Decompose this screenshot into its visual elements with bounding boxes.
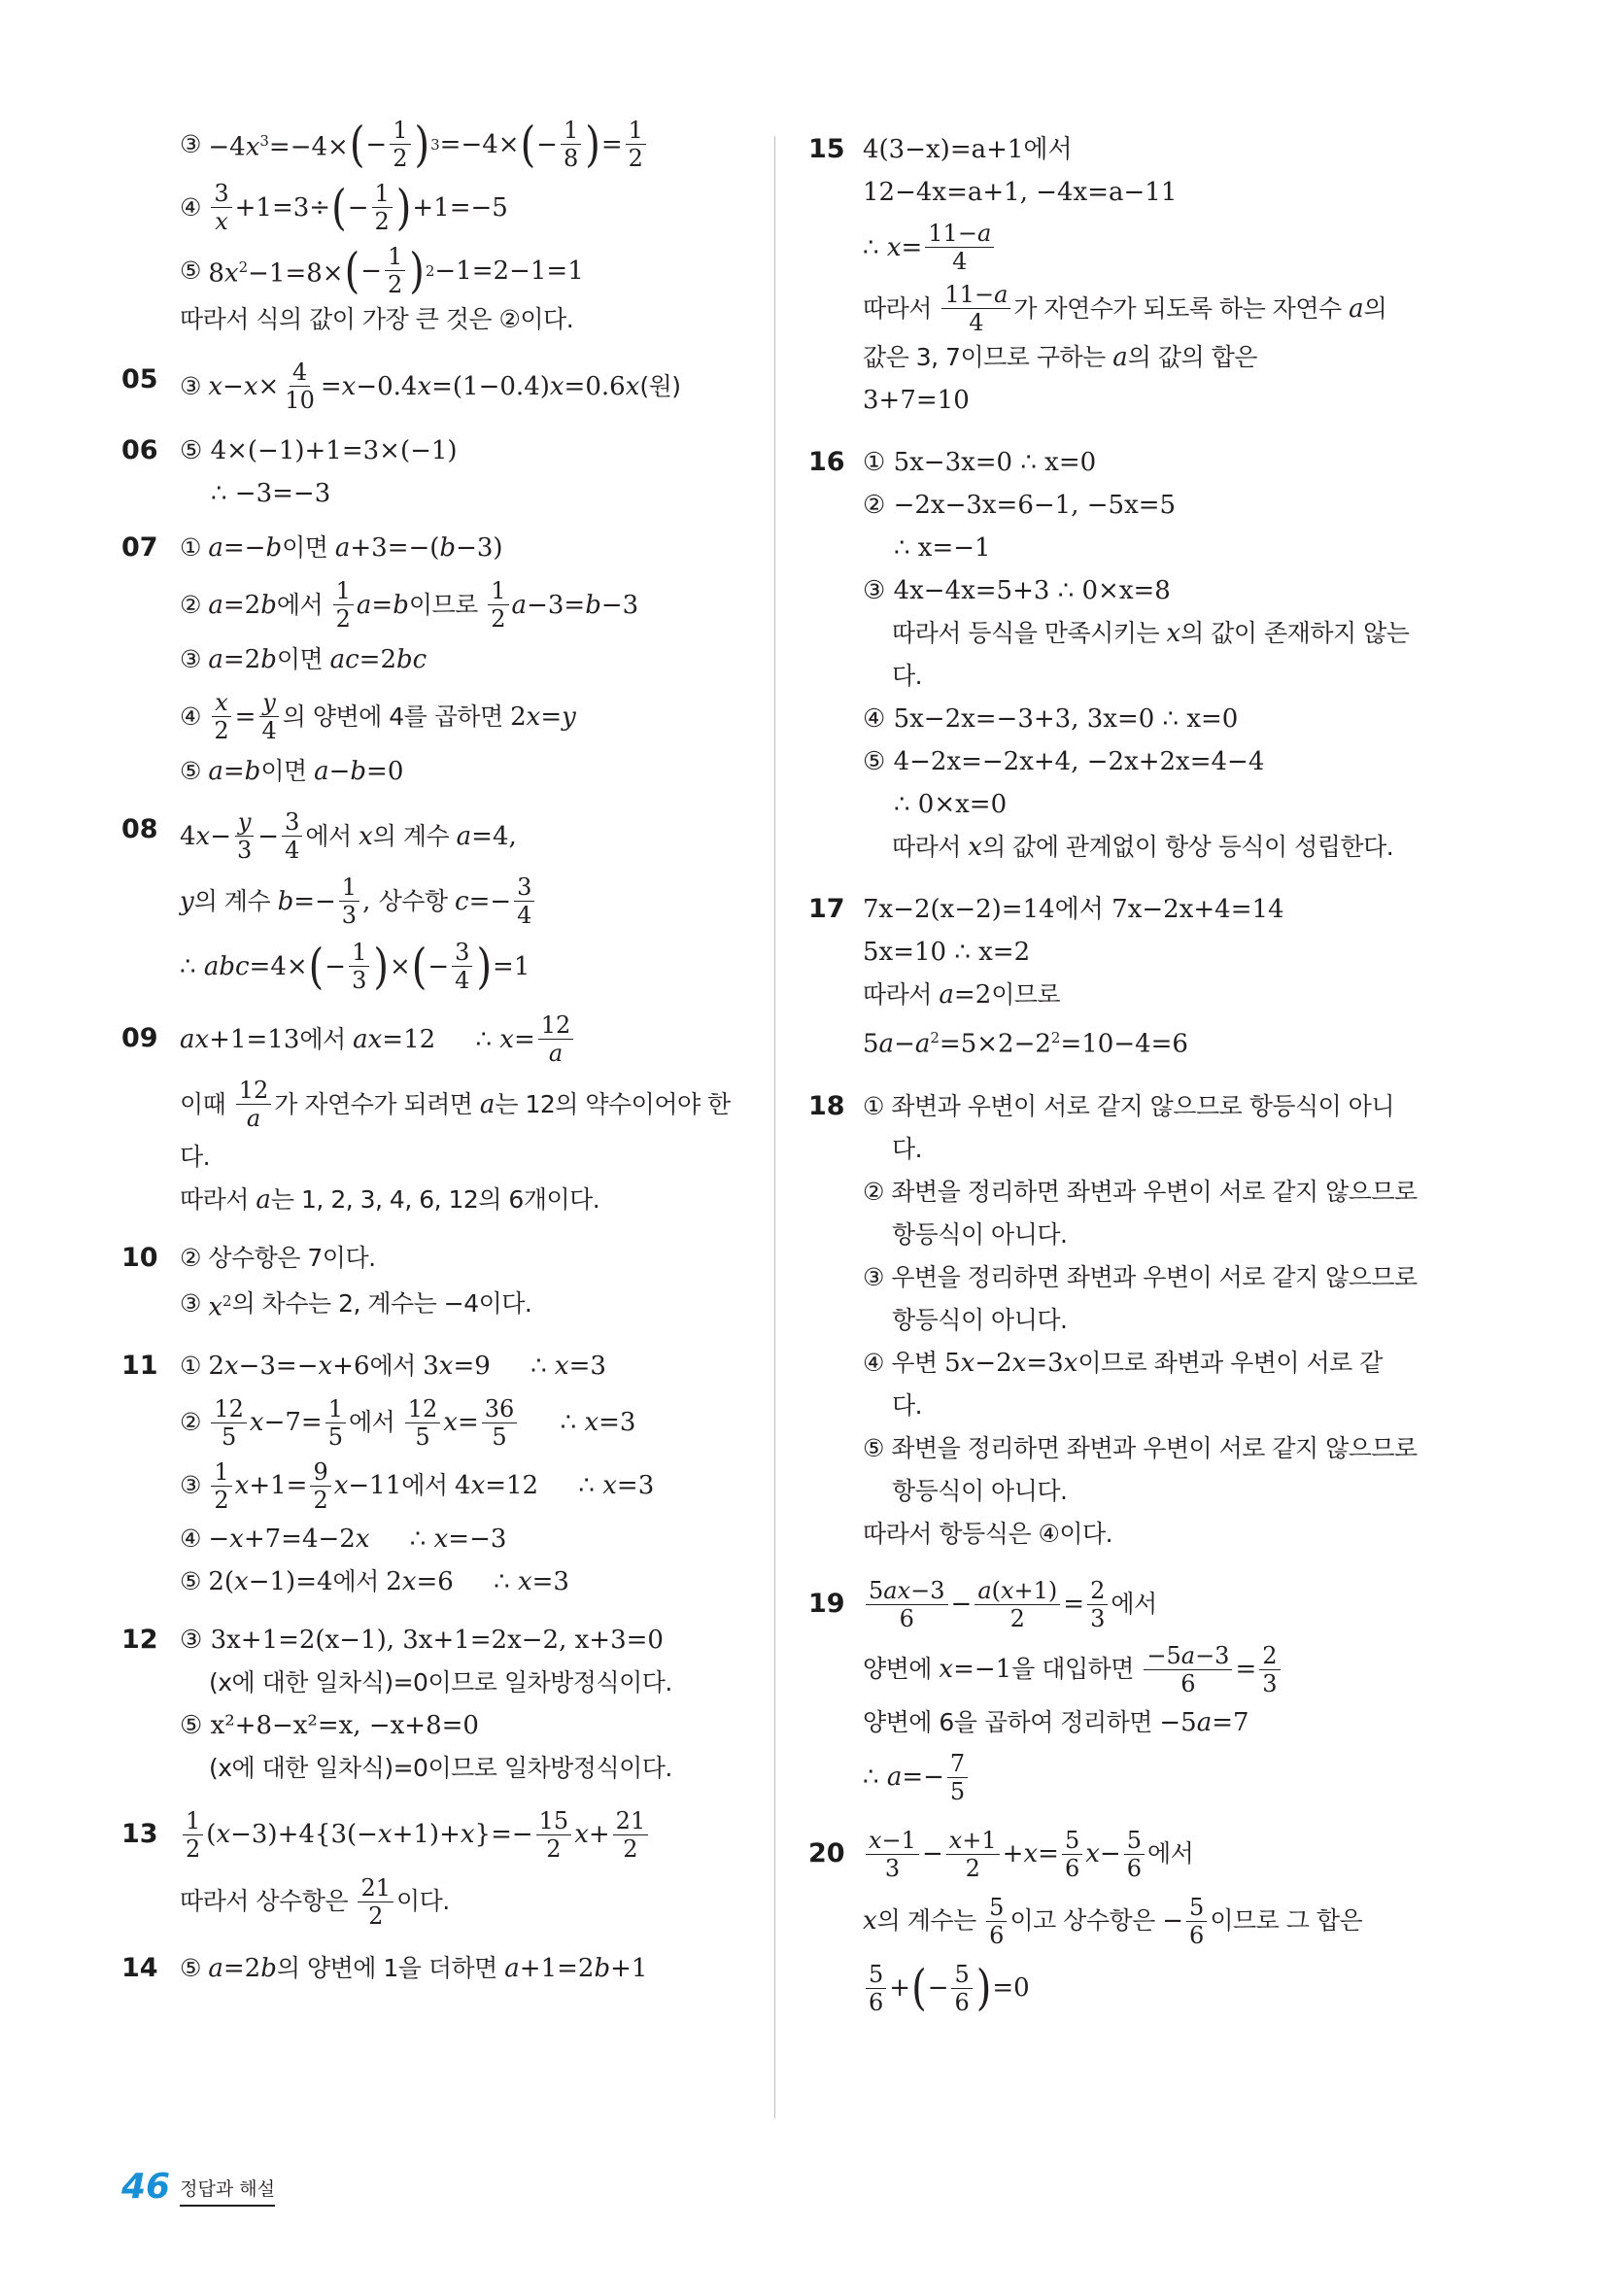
answer-line: 다. <box>892 1134 923 1163</box>
problem-15 <box>808 128 1430 422</box>
answer-line: $5a-a^2=5\times 2-2^2=10-4=6$ <box>863 1029 1188 1059</box>
answer-line: 다. <box>180 1143 211 1171</box>
answer-line: ③ 4x−4x=5+3 ∴ 0×x=8 <box>863 576 1171 605</box>
answer-line: ③ 우변을 정리하면 좌변과 우변이 서로 같지 않으므로 <box>863 1262 1418 1291</box>
problem-19 <box>808 1577 1430 1805</box>
answer-line: $\frac{x-1}{3}$ − $\frac{x+1}{2}$ +x= $\frac{5}{6}$ x− $\frac{5}{6}$ 에서 <box>863 1827 1430 1882</box>
answer-line: 4x− $\frac{y}{3}$ − $\frac{3}{4}$ 에서 x 의 계수 a=4, <box>180 808 517 864</box>
answer-line: 항등식이 아니다. <box>892 1219 1068 1249</box>
page-number: 46 <box>121 2167 171 2207</box>
answer-line: ∴ x= $\frac{11-a}{4}$ <box>863 220 1430 275</box>
problem-08 <box>121 808 753 994</box>
problem-13 <box>121 1807 753 1930</box>
answer-line: 따라서 $\frac{11-a}{4}$ 가 자연수가 되도록 하는 자연수 a 의 <box>863 281 1387 336</box>
problem-number: 07 <box>121 532 158 563</box>
answer-line: ④ −x+7=4−2x ∴ x=−3 <box>180 1524 507 1554</box>
answer-line: ③ a=2b 이면 ac=2bc <box>180 645 427 674</box>
problem-05 <box>121 359 753 414</box>
answer-line: y 의 계수 b=− $\frac{1}{3}$ , 상수항 c=− $\frac{3}{4}$ <box>180 874 753 929</box>
problem-number: 19 <box>808 1588 845 1619</box>
answer-line: ③ $\frac{1}{2}$ x+1= $\frac{9}{2}$ x−11 에서 4x=12 ∴ x=3 <box>180 1457 655 1514</box>
problem-10 <box>121 1237 753 1329</box>
problem-09 <box>121 1011 753 1221</box>
answer-line: ⑤ a=b 이면 a−b=0 <box>180 757 404 786</box>
answer-line: ⑤ x²+8−x²=x, −x+8=0 <box>180 1710 479 1740</box>
answer-line: 이때 $\frac{12}{a}$ 가 자연수가 되려면 a 는 12의 약수이어야 한 <box>180 1077 731 1132</box>
problem-16 <box>808 441 1430 869</box>
problem-20 <box>808 1827 1430 2016</box>
answer-line: ④ 우변 5x−2x=3x 이므로 좌변과 우변이 서로 같 <box>863 1348 1383 1378</box>
problem-number: 10 <box>121 1243 158 1273</box>
answer-line: ③ x−x× $\frac{4}{10}$ =x−0.4x=(1−0.4)x=0.6x (원) <box>180 359 681 414</box>
problem-number: 05 <box>121 364 158 394</box>
answer-line: ∴ 0×x=0 <box>894 790 1008 819</box>
answer-line: 따라서 상수항은 $\frac{21}{2}$ 이다. <box>180 1873 450 1930</box>
answer-line: 양변에 6을 곱하여 정리하면 −5a=7 <box>863 1707 1249 1737</box>
answer-line: (x에 대한 일차식)=0이므로 일차방정식이다. <box>209 1753 672 1782</box>
answer-line: 양변에 x=−1 을 대입하면 $\frac{-5a-3}{6}$ = $\frac{2}{3}$ <box>863 1642 1430 1697</box>
problem-18 <box>808 1085 1430 1556</box>
answer-line: 7x−2(x−2)=14에서 7x−2x+4=14 <box>863 895 1284 924</box>
problem-number: 11 <box>121 1350 158 1381</box>
answer-line: 항등식이 아니다. <box>892 1305 1068 1334</box>
problem-number: 16 <box>808 447 845 477</box>
answer-line: x 의 계수는 $\frac{5}{6}$ 이고 상수항은 − $\frac{5}{6}$ 이므로 그 합은 <box>863 1893 1363 1949</box>
problem-number: 13 <box>121 1818 158 1849</box>
answer-line: 따라서 항등식은 ④이다. <box>863 1519 1113 1548</box>
answer-line: 값은 3, 7이므로 구하는 a 의 값의 합은 <box>863 343 1257 372</box>
answer-line: ③ $x^2$ 의 차수는 2, 계수는 −4이다. <box>180 1289 532 1322</box>
column-divider <box>774 136 775 2118</box>
left-column <box>121 117 753 1990</box>
problem-12 <box>121 1619 753 1790</box>
answer-line: 따라서 등식을 만족시키는 x 의 값이 존재하지 않는 <box>892 619 1410 648</box>
problem-number: 12 <box>121 1624 158 1655</box>
conclusion-text: 따라서 식의 값이 가장 큰 것은 ②이다. <box>180 305 574 333</box>
answer-line: 다. <box>892 1390 923 1420</box>
answer-line: 4(3−x)=a+1에서 <box>863 135 1073 164</box>
answer-line: $\frac{1}{2}$ (x−3)+4{3(−x+1)+x}=− $\frac{15}{2}$ x+ $\frac{21}{2}$ <box>180 1807 753 1863</box>
problem-06 <box>121 429 753 515</box>
answer-line: 5x=10 ∴ x=2 <box>863 938 1031 967</box>
answer-line: ③ $-4x^3=-4\times$ ( − $\frac{1}{2}$ ) 3 =−4× ( − $\frac{1}{8}$ ) = $\frac{1}{2}$ <box>180 117 753 172</box>
answer-line: 따라서 a 는 1, 2, 3, 4, 6, 12의 6개이다. <box>180 1185 600 1215</box>
problem-number: 08 <box>121 814 158 844</box>
answer-line: ② a=2b 에서 $\frac{1}{2}$ a=b 이므로 $\frac{1}{2}$ a−3=b−3 <box>180 577 639 633</box>
problem-07 <box>121 527 753 793</box>
answer-line: ⑤ $8x^2-1=8\times$ ( − $\frac{1}{2}$ ) 2 −1=2−1=1 <box>180 242 584 299</box>
answer-line: ② −2x−3x=6−1, −5x=5 <box>863 491 1177 520</box>
problem-14 <box>121 1947 753 1990</box>
problem-number: 06 <box>121 435 158 465</box>
page-label: 정답과 해설 <box>180 2175 275 2207</box>
problem-number: 17 <box>808 894 845 924</box>
problem-04-continued <box>121 117 753 341</box>
answer-line: 항등식이 아니다. <box>892 1476 1068 1505</box>
answer-line: ⑤ a=2b 의 양변에 1을 더하면 a+1=2b+1 <box>180 1953 648 1983</box>
answer-line: ① 좌변과 우변이 서로 같지 않으므로 항등식이 아니 <box>863 1091 1395 1120</box>
answer-line: ① 2x−3=−x+6 에서 3x=9 ∴ x=3 <box>180 1351 606 1381</box>
answer-line: ∴ −3=−3 <box>211 479 331 508</box>
problem-number: 15 <box>808 134 845 164</box>
answer-line: ④ $\frac{3}{x}$ +1=3÷ ( − $\frac{1}{2}$ ) +1=−5 <box>180 179 508 236</box>
problem-11 <box>121 1345 753 1603</box>
answer-line: ② $\frac{12}{5}$ x−7= $\frac{1}{5}$ 에서 $\frac{12}{5}$ x= $\frac{36}{5}$ ∴ x=3 <box>180 1394 636 1451</box>
answer-line: ax+1=13 에서 ax=12 ∴ x= $\frac{12}{a}$ <box>180 1011 753 1067</box>
answer-line: ② 좌변을 정리하면 좌변과 우변이 서로 같지 않으므로 <box>863 1177 1418 1206</box>
answer-line: ∴ x=−1 <box>894 533 991 563</box>
answer-line: ① 5x−3x=0 ∴ x=0 <box>863 448 1097 477</box>
problem-17 <box>808 888 1430 1066</box>
problem-number: 20 <box>808 1837 845 1868</box>
problem-number: 14 <box>121 1952 158 1983</box>
answer-line: 따라서 x 의 값에 관계없이 항상 등식이 성립한다. <box>892 833 1394 862</box>
right-column <box>808 128 1430 2016</box>
answer-line: $\frac{5}{6}$ + ( − $\frac{5}{6}$ ) =0 <box>863 1961 1430 2016</box>
problem-number: 09 <box>121 1023 158 1053</box>
answer-line: ④ $\frac{x}{2}$ = $\frac{y}{4}$ 의 양변에 4를 곱하면 2x=y <box>180 689 576 744</box>
answer-line: 3+7=10 <box>863 386 970 415</box>
page-footer <box>121 2167 275 2207</box>
answer-line: ⑤ 좌변을 정리하면 좌변과 우변이 서로 같지 않으므로 <box>863 1433 1418 1462</box>
answer-line: $\frac{5ax-3}{6}$ − $\frac{a(x+1)}{2}$ = $\frac{2}{3}$ 에서 <box>863 1577 1430 1632</box>
answer-line: ∴ abc=4× ( − $\frac{1}{3}$ ) × ( − $\frac{3}{4}$ ) =1 <box>180 938 530 995</box>
answer-line: ② 상수항은 7이다. <box>180 1244 376 1272</box>
answer-line: 12−4x=a+1, −4x=a−11 <box>863 178 1178 207</box>
answer-line: ∴ a=− $\frac{7}{5}$ <box>863 1750 1430 1805</box>
answer-line: (x에 대한 일차식)=0이므로 일차방정식이다. <box>209 1667 672 1696</box>
answer-line: ④ 5x−2x=−3+3, 3x=0 ∴ x=0 <box>863 704 1239 734</box>
answer-line: 따라서 a=2 이므로 <box>863 980 1061 1010</box>
answer-line: ③ 3x+1=2(x−1), 3x+1=2x−2, x+3=0 <box>180 1625 664 1655</box>
answer-line: ⑤ 4×(−1)+1=3×(−1) <box>180 436 458 465</box>
problem-number: 18 <box>808 1090 845 1121</box>
answer-line: ⑤ 2(x−1)=4 에서 2x=6 ∴ x=3 <box>180 1566 569 1596</box>
answer-line: ⑤ 4−2x=−2x+4, −2x+2x=4−4 <box>863 747 1265 776</box>
answer-line: 다. <box>892 662 923 690</box>
answer-line: ① a=−b 이면 a+3=−(b−3) <box>180 533 503 563</box>
